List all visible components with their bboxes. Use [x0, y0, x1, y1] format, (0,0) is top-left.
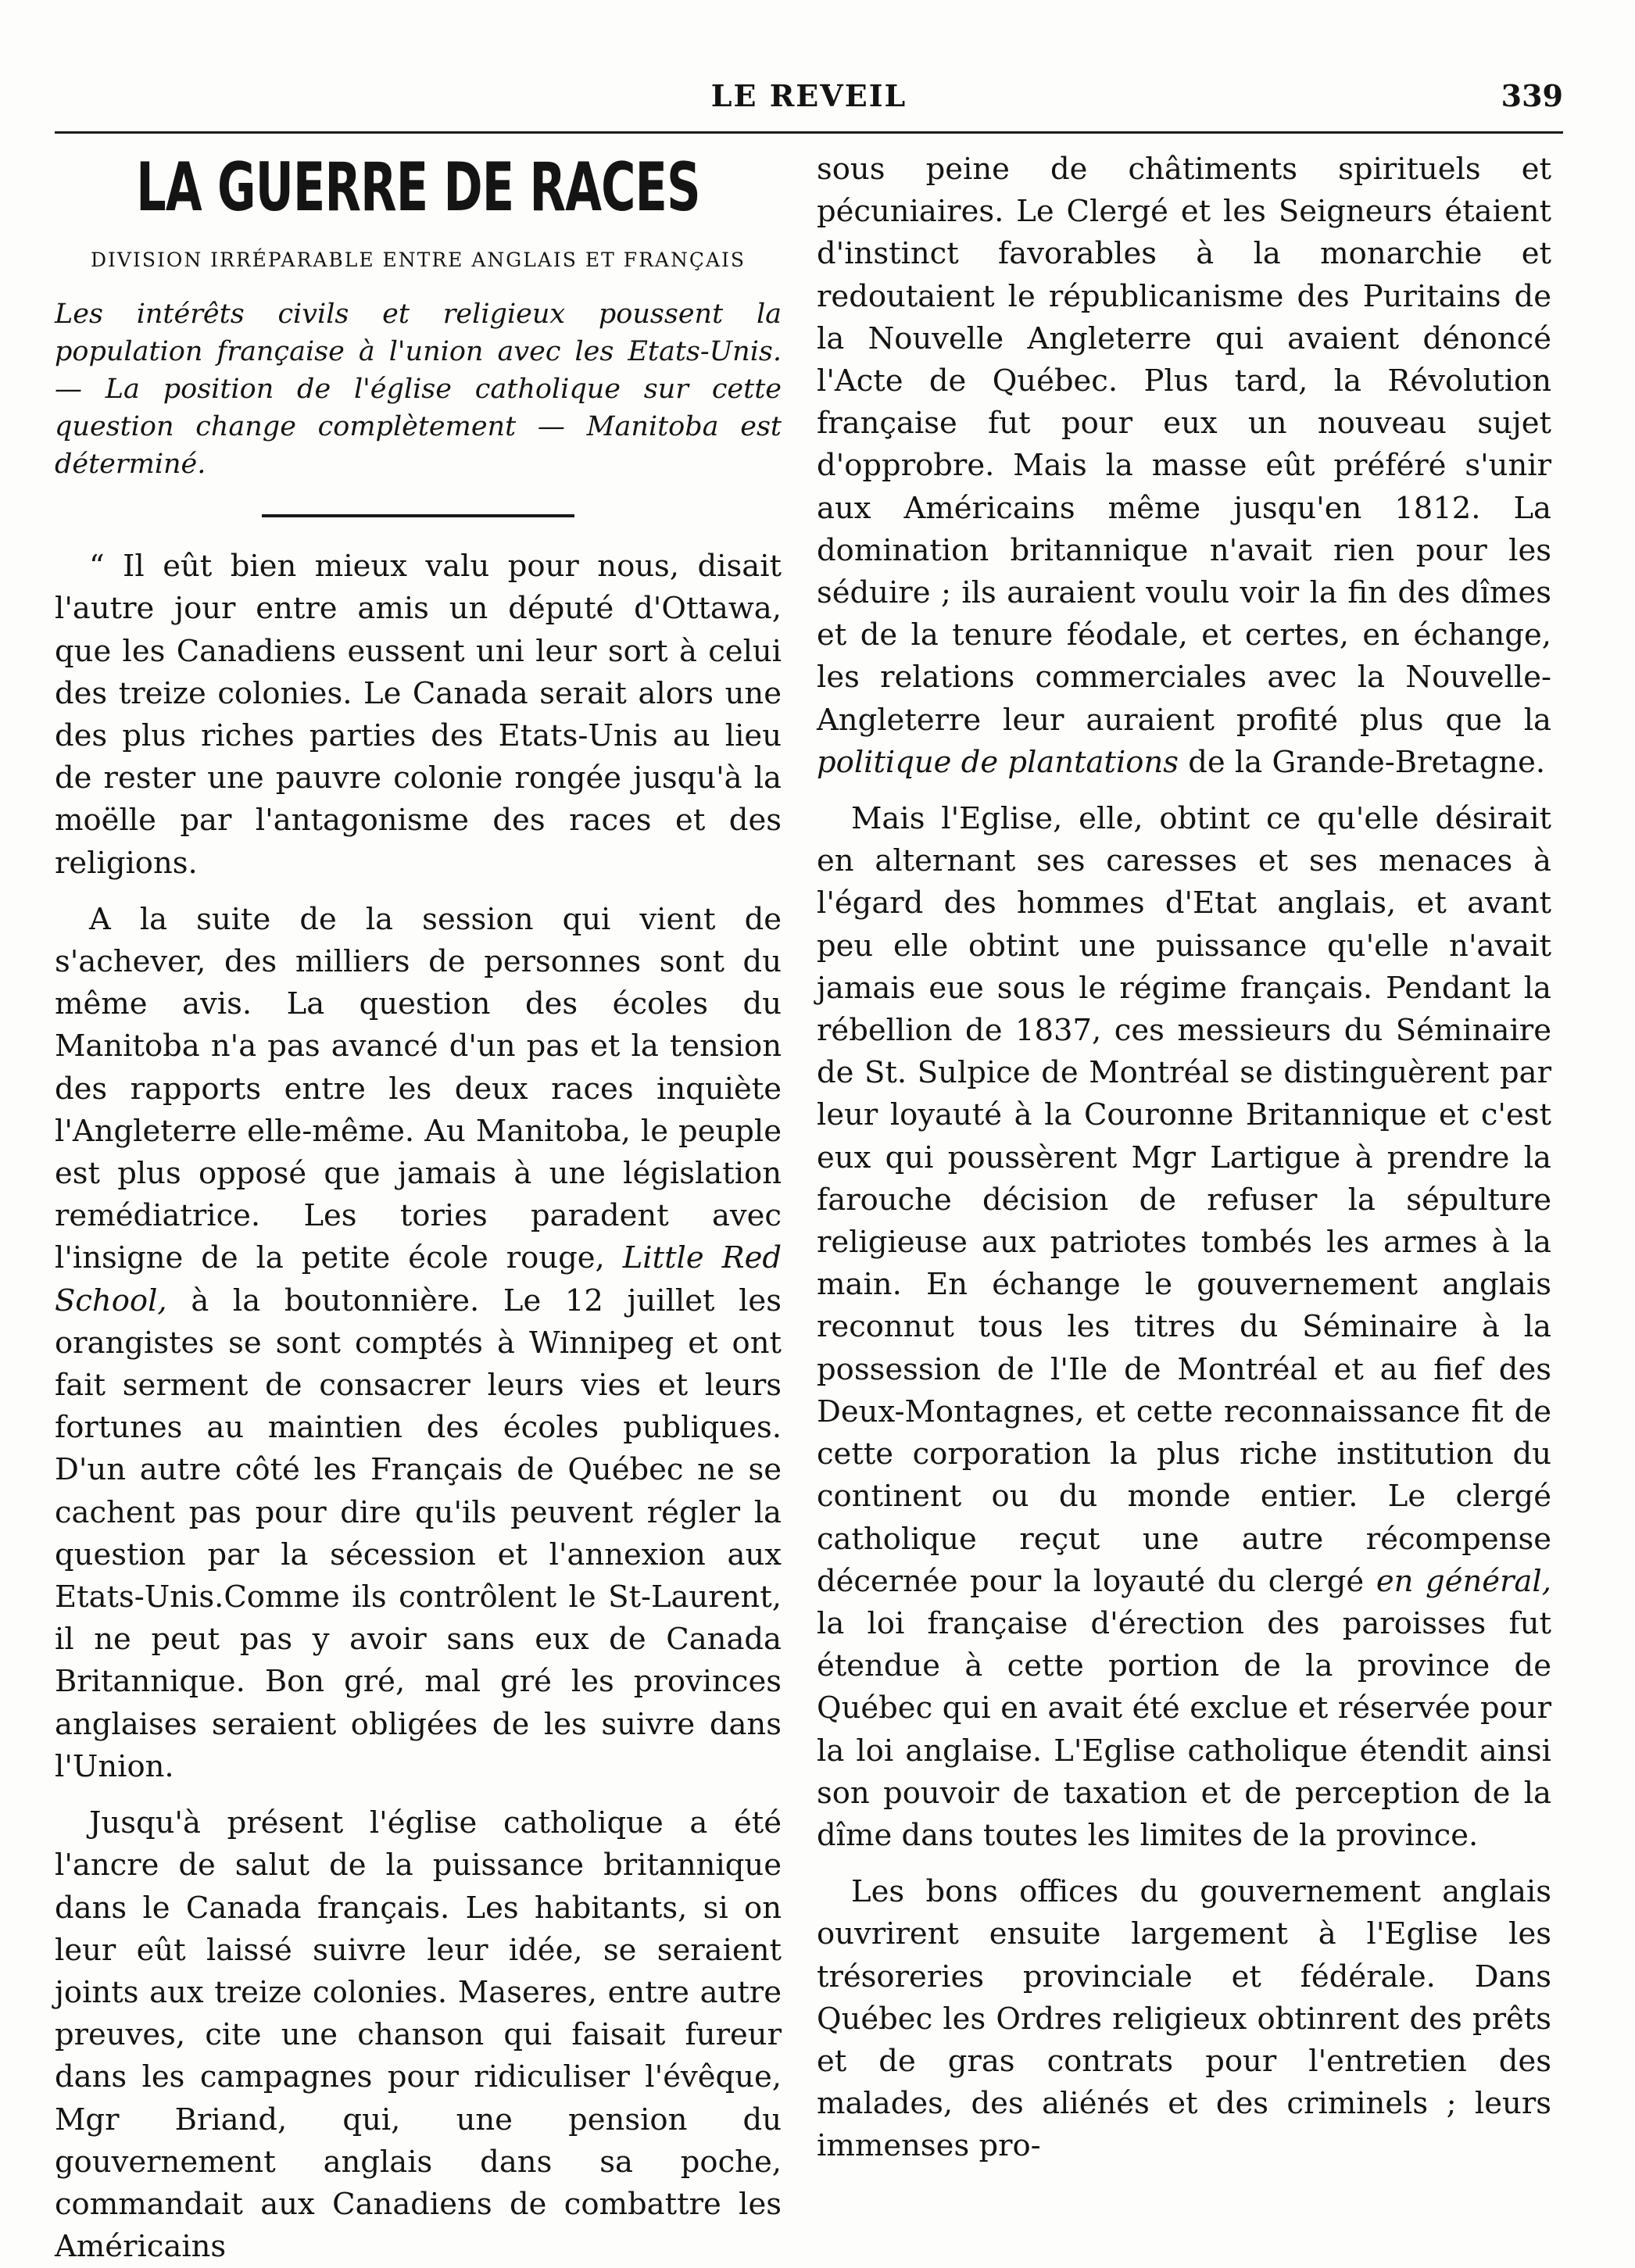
italic-text: Little Red School,	[55, 1240, 782, 1318]
paragraph-text: la loi française d'érection des paroisses fut étendue à cette portion de la province de Québec qui en avait été exclue et réservée pour la loi anglaise. L'Eglise catholique étendit ainsi son pouvoir de taxation et de perception de la dîme dans toutes les limites de la province.	[817, 1605, 1551, 1853]
article-deck: Les intérêts civils et religieux poussent la population française à l'union avec les Etats-Unis. — La position de l'église catholique sur cette question change complètement — Manitoba est déterminé.	[55, 299, 782, 481]
right-column	[817, 148, 1551, 2168]
article-headline: LA GUERRE DE RACES	[136, 148, 700, 227]
left-column	[55, 148, 782, 2268]
paragraph: “ Il eût bien mieux valu pour nous, disait l'autre jour entre amis un député d'Ottawa, que les Canadiens eussent uni leur sort à celui des treize colonies. Le Canada serait alors une des plus riches parties des Etats-Unis au lieu de rester une pauvre colonie rongée jusqu'à la moëlle par l'antagonisme des races et des religions.	[55, 549, 782, 881]
paragraph	[817, 798, 1551, 1857]
page-header	[55, 78, 1563, 133]
paragraph-text: Mais l'Eglise, elle, obtint ce qu'elle désirait en alternant ses caresses et ses menaces à l'égard des hommes d'Etat anglais, et avant peu elle obtint une puissance qu'elle n'avait jamais eue sous le régime français. Pendant la rébellion de 1837, ces messieurs du Séminaire de St. Sulpice de Montréal se distinguèrent par leur loyauté à la Couronne Britannique et c'est eux qui poussèrent Mgr Lartigue à prendre la farouche décision de refuser la sépulture religieuse aux patriotes tombés les armes à la main. En échange le gouvernement anglais reconnut tous les titres du Séminaire à la possession de l'Ile de Montréal et au fief des Deux-Montagnes, et cette reconnaissance fit de cette corporation la plus riche institution du continent ou du monde entier. Le clergé catholique reçut une autre récompense décernée pour la loyauté du clergé	[817, 801, 1551, 1599]
header-rule	[55, 131, 1563, 134]
page-number: 339	[1501, 78, 1563, 113]
paragraph: Jusqu'à présent l'église catholique a été l'ancre de salut de la puissance britannique dans le Canada français. Les habitants, si on leur eût laissé suivre leur idée, se seraient joints aux treize colonies. Maseres, entre autre preuves, cite une chanson qui faisait fureur dans les campagnes pour ridiculiser l'évêque, Mgr Briand, qui, une pension du gouvernement anglais dans sa poche, commandait aux Canadiens de combattre les Américains	[55, 1805, 782, 2265]
italic-text: politique de plantations	[817, 744, 1179, 780]
paragraph-text: à la boutonnière. Le 12 juillet les orangistes se sont comptés à Winnipeg et ont fait serment de consacrer leurs vies et leurs fortunes au maintien des écoles publiques. D'un autre côté les Français de Québec ne se cachent pas pour dire qu'ils peuvent régler la question par la sécession et l'annexion aux Etats-Unis.Comme ils contrôlent le St-Laurent, il ne peut pas y avoir sans eux de Canada Britannique. Bon gré, mal gré les provinces anglaises seraient obligées de les suivre dans l'Union.	[55, 1282, 782, 1784]
italic-text: en général,	[1376, 1563, 1551, 1599]
paragraph	[817, 148, 1551, 784]
paragraph-text: sous peine de châtiments spirituels et pécuniaires. Le Clergé et les Seigneurs étaient d'instinct favorables à la monarchie et redoutaient le républicanisme des Puritains de la Nouvelle Angleterre qui avaient dénoncé l'Acte de Québec. Plus tard, la Révolution française fut pour eux un nouveau sujet d'opprobre. Mais la masse eût préféré s'unir aux Américains même jusqu'en 1812. La domination britannique n'avait rien pour les séduire ; ils auraient voulu voir la fin des dîmes et de la tenure féodale, et certes, en échange, les relations commerciales avec la Nouvelle-Angleterre leur auraient profité plus que la	[817, 152, 1551, 738]
paragraph	[55, 899, 782, 1788]
paragraph-text: de la Grande-Bretagne.	[1188, 744, 1546, 780]
running-title: LE REVEIL	[710, 78, 907, 113]
separator-rule	[262, 514, 574, 517]
paragraph-text: A la suite de la session qui vient de s'achever, des milliers de personnes sont du même avis. La question des écoles du Manitoba n'a pas avancé d'un pas et la tension des rapports entre les deux races inquiète l'Angleterre elle-même. Au Manitoba, le peuple est plus opposé que jamais à une législation remédiatrice. Les tories paradent avec l'insigne de la petite école rouge,	[55, 901, 782, 1276]
paragraph: Les bons offices du gouvernement anglais ouvrirent ensuite largement à l'Eglise les trésoreries provinciale et fédérale. Dans Québec les Ordres religieux obtinrent des prêts et de gras contrats pour l'entretien des malades, des aliénés et des criminels ; leurs immenses pro-	[817, 1874, 1551, 2164]
article-subhead: DIVISION IRRÉPARABLE ENTRE ANGLAIS ET FRANÇAIS	[90, 249, 746, 271]
